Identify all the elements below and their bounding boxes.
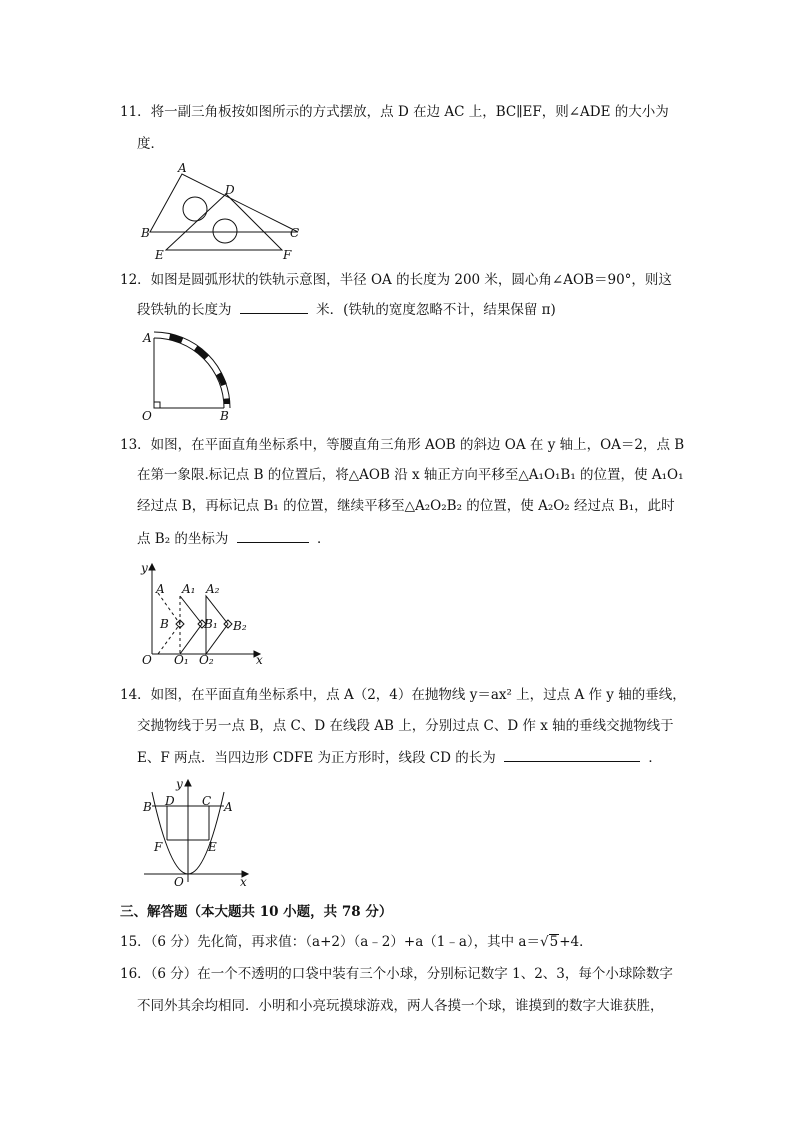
q11-label-a: A — [178, 161, 187, 175]
q14-label-d: D — [165, 794, 175, 808]
q13-label-a1: A₁ — [182, 582, 196, 596]
q13-line3: 经过点 B，再标记点 B₁ 的位置，继续平移至△A₂O₂B₂ 的位置，使 A₂O₂ 经过点 B₁，此时 — [137, 498, 675, 514]
q15-text-start: 15．（6 分）先化简，再求值：（a+2）（a﹣2）+a（1﹣a），其中 a＝ — [120, 934, 540, 950]
q11-line2: 度． — [137, 136, 164, 152]
q12-label-o: O — [142, 409, 152, 423]
q12-line2 — [137, 299, 556, 320]
q13-line2: 在第一象限.标记点 B 的位置后，将△AOB 沿 x 轴正方向平移至△A₁O₁B₁ 的位置，使 A₁O₁ — [137, 467, 684, 483]
q11-label-b: B — [141, 226, 150, 240]
q12-label-b: B — [220, 409, 229, 423]
q13-label-x: x — [256, 653, 263, 667]
q14-line1: 14．如图，在平面直角坐标系中，点 A（2，4）在抛物线 y＝ax² 上，过点 A 作 y 轴的垂线， — [120, 687, 686, 703]
q14-label-b: B — [143, 800, 152, 814]
q14-answer-blank[interactable] — [504, 747, 640, 762]
q13-label-o1: O₁ — [174, 653, 189, 667]
q16-line2: 不同外其余均相同．小明和小亮玩摸球游戏，两人各摸一个球，谁摸到的数字大谁获胜， — [137, 998, 664, 1014]
q12-line2-end: 米．(铁轨的宽度忽略不计，结果保留 π) — [316, 302, 556, 318]
q15-text-end: +4． — [559, 934, 593, 950]
q16-line1: 16．（6 分）在一个不透明的口袋中装有三个小球，分别标记数字 1、2、3，每个小球除数字 — [120, 966, 673, 982]
q13-label-b: B — [160, 617, 169, 631]
q11-figure — [140, 160, 310, 262]
q13-label-a2: A₂ — [206, 582, 220, 596]
q12-line2-start: 段铁轨的长度为 — [137, 302, 232, 318]
q14-label-y: y — [176, 777, 183, 791]
q13-answer-blank[interactable] — [237, 528, 309, 543]
q12-figure — [138, 326, 248, 424]
q15-line — [120, 932, 593, 952]
q13-label-b1: B₁ — [204, 617, 218, 631]
q13-line4-start: 点 B₂ 的坐标为 — [137, 531, 229, 547]
section-3-heading: 三、解答题（本大题共 10 小题，共 78 分） — [120, 904, 393, 920]
q11-label-e: E — [155, 248, 164, 262]
q14-label-x: x — [240, 875, 247, 889]
q14-figure — [140, 774, 254, 890]
q14-label-c: C — [202, 794, 212, 808]
q14-line3-start: E、F 两点．当四边形 CDFE 为正方形时，线段 CD 的长为 — [137, 750, 496, 766]
q13-label-b2: B₂ — [233, 619, 247, 633]
q12-label-a: A — [143, 331, 152, 345]
q14-label-f: F — [154, 840, 163, 854]
q14-label-a: A — [224, 800, 233, 814]
q11-label-d: D — [225, 183, 235, 197]
q13-line4-end: ． — [317, 531, 331, 547]
q11-label-c: C — [290, 226, 300, 240]
q13-line1: 13．如图，在平面直角坐标系中，等腰直角三角形 AOB 的斜边 OA 在 y 轴上，OA＝2，点 B — [120, 437, 685, 453]
q13-label-a: A — [156, 582, 165, 596]
q14-line3-end: ． — [648, 750, 662, 766]
q14-line3 — [137, 747, 662, 768]
q14-label-o: O — [174, 875, 184, 889]
q13-line4 — [137, 528, 331, 549]
q11-label-f: F — [283, 248, 292, 262]
q12-line1: 12．如图是圆弧形状的铁轨示意图，半径 OA 的长度为 200 米，圆心角∠AOB＝90°，则这 — [120, 272, 672, 288]
q15-radicand: 5 — [549, 934, 559, 950]
q13-figure — [138, 558, 270, 670]
q12-answer-blank[interactable] — [240, 299, 308, 314]
q13-label-y: y — [141, 561, 148, 575]
q13-label-o: O — [142, 653, 152, 667]
q14-label-e: E — [208, 840, 217, 854]
q14-line2: 交抛物线于另一点 B，点 C、D 在线段 AB 上，分别过点 C、D 作 x 轴的垂线交抛物线于 — [137, 718, 674, 734]
q13-label-o2: O₂ — [199, 653, 214, 667]
sqrt-symbol: √ — [539, 934, 549, 950]
q11-line1: 11．将一副三角板按如图所示的方式摆放，点 D 在边 AC 上，BC∥EF，则∠ADE 的大小为 — [120, 104, 669, 120]
